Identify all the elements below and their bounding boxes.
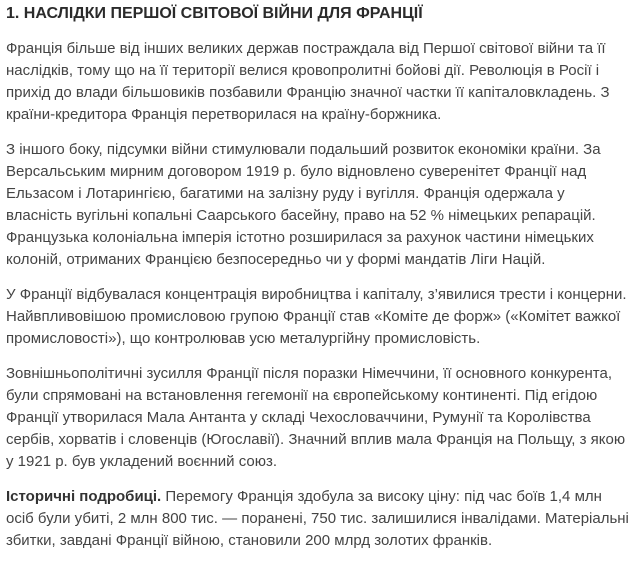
paragraph [6,139,633,271]
paragraph-text: З іншого боку, підсумки війни стимулювали подальший розвиток економіки країни. За Версальським мирним договором 1919 р. було відновлено суверенітет Франції над Ельзасом і Лотарингією, багатими на залізну руду і вугілля. Франція одержала у власність вугільні копальні Саарського басейну, право на 52 % німецьких репарацій. Французька колоніальна імперія істотно розширилася за рахунок частини німецьких колоній, отриманих Францією безпосередньо чи у формі мандатів Ліги Націй. [6,141,601,268]
paragraph-text: Зовнішньополітичні зусилля Франції після поразки Німеччини, її основного конкурента, були спрямовані на встановлення гегемонії на європейському континенті. Під егідою Франції утворилася Мала Антанта у складі Чехословаччини, Румунії та Королівства сербів, хорватів і словенців (Югославії). Значний вплив мала Франція на Польщу, з якою у 1921 р. був укладений воєнний союз. [6,365,626,470]
paragraph [6,38,633,126]
historical-details-lead: Історичні подробиці. [6,488,162,505]
paragraph [6,284,633,350]
section-title: 1. НАСЛІДКИ ПЕРШОЇ СВІТОВОЇ ВІЙНИ ДЛЯ ФРАНЦІЇ [6,5,423,22]
paragraph-text: Франція більше від інших великих держав постраждала від Першої світової війни та її наслідків, тому що на її території велися кровопролитні бойові дії. Революція в Росії і прихід до влади більшовиків позбавили Францію значної частки її капіталовкладень. З країни-кредитора Франція перетворилася на країну-боржника. [6,40,610,123]
paragraph [6,363,633,473]
paragraph-text: У Франції відбувалася концентрація виробництва і капіталу, з’явилися трести і концерни. Найвпливовішою промисловою групою Франції став «Коміте де форж» («Комітет важкої промисловості»), що контролював усю металургійну промисловість. [6,286,627,347]
historical-details-paragraph [6,486,633,552]
paragraph-text: Перемогу Франція здобула за високу ціну: під час боїв 1,4 млн осіб були убиті, 2 млн 800 тис. — поранені, 750 тис. залишилися інвалідами. Матеріальні збитки, завдані Франції війною, становили 200 млрд золотих франків. [6,488,629,549]
